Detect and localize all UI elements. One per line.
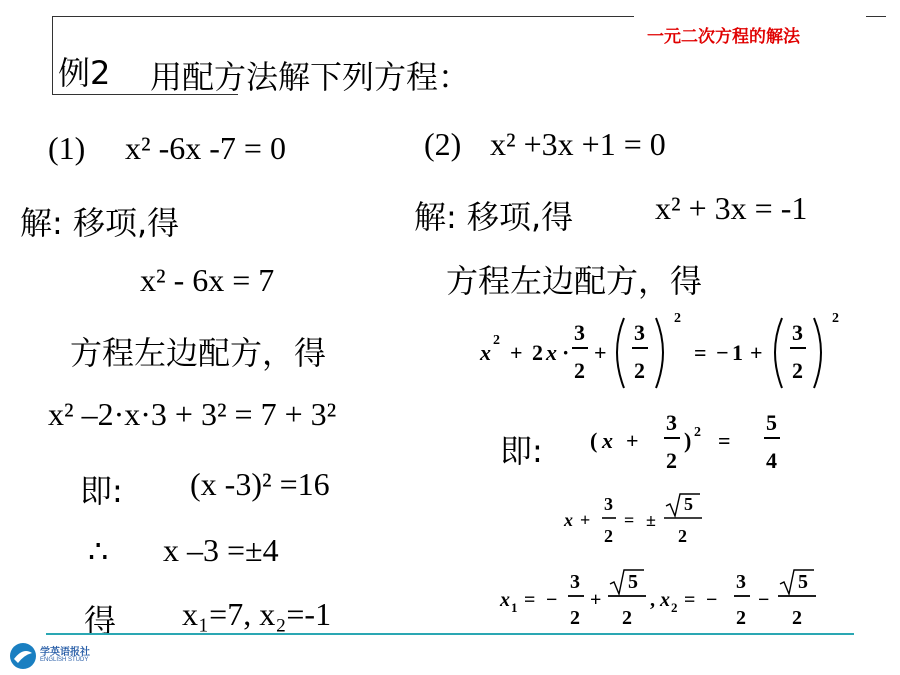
publisher-logo xyxy=(8,641,104,671)
svg-text:+: + xyxy=(590,589,602,611)
svg-text:(: ( xyxy=(590,428,598,453)
right-step1-equation: x² + 3x = -1 xyxy=(655,190,808,226)
example-label: 例2 xyxy=(58,54,111,92)
svg-text:3: 3 xyxy=(634,320,645,345)
svg-text:2: 2 xyxy=(634,358,645,383)
svg-text:−: − xyxy=(716,340,729,365)
left-equation: x² -6x -7 = 0 xyxy=(125,130,286,166)
svg-text:3: 3 xyxy=(570,571,580,593)
svg-text:±: ± xyxy=(646,510,656,530)
svg-text:=: = xyxy=(694,340,707,365)
svg-text:=: = xyxy=(624,510,635,530)
svg-text:=: = xyxy=(684,589,696,611)
svg-text:2: 2 xyxy=(694,425,701,440)
svg-text:): ) xyxy=(684,428,692,453)
right-step2-text: 方程左边配方，得 xyxy=(446,262,703,300)
svg-text:5: 5 xyxy=(628,571,638,593)
svg-text:2: 2 xyxy=(493,333,500,348)
header-rule-right xyxy=(866,16,886,17)
svg-text:3: 3 xyxy=(574,320,585,345)
svg-text:2: 2 xyxy=(604,526,613,546)
svg-text:x: x xyxy=(546,340,557,365)
example-box-left xyxy=(52,16,53,94)
left-step3-equation: (x -3)² =16 xyxy=(190,466,330,502)
therefore-symbol: ∴ xyxy=(88,533,109,569)
svg-text:2: 2 xyxy=(570,607,580,629)
svg-text:2: 2 xyxy=(736,607,746,629)
left-step2-text: 方程左边配方，得 xyxy=(70,334,327,372)
svg-text:−: − xyxy=(546,589,558,611)
topic-tag: 一元二次方程的解法 xyxy=(647,27,800,47)
svg-text:=: = xyxy=(524,589,536,611)
svg-text:+: + xyxy=(626,428,639,453)
svg-text:2: 2 xyxy=(532,340,543,365)
svg-text:3: 3 xyxy=(792,320,803,345)
svg-text:x: x xyxy=(602,428,613,453)
svg-text:2: 2 xyxy=(574,358,585,383)
svg-text:·: · xyxy=(562,340,570,365)
svg-text:,: , xyxy=(650,589,655,611)
svg-text:2: 2 xyxy=(832,311,839,326)
svg-text:5: 5 xyxy=(684,494,693,514)
svg-text:2: 2 xyxy=(678,526,687,546)
right-equation: x² +3x +1 = 0 xyxy=(490,126,666,162)
right-completing-square-formula xyxy=(476,304,876,400)
svg-text:1: 1 xyxy=(511,600,518,615)
right-step3-label: 即: xyxy=(500,432,543,470)
svg-text:+: + xyxy=(510,340,523,365)
logo-text: 学英语报社 xyxy=(40,647,90,658)
left-step3-label: 即: xyxy=(80,472,123,510)
left-solution: x₁=7, x₂=-1 xyxy=(182,596,332,632)
svg-text:=: = xyxy=(718,428,731,453)
svg-text:x: x xyxy=(500,589,510,611)
svg-text:−: − xyxy=(706,589,718,611)
svg-text:2: 2 xyxy=(674,311,681,326)
right-step1-text: 解: 移项,得 xyxy=(414,198,574,236)
right-square-form xyxy=(586,406,806,482)
header-rule xyxy=(52,16,634,17)
svg-text:−: − xyxy=(758,589,770,611)
left-step5-label: 得 xyxy=(84,602,117,640)
right-problem-number: (2) xyxy=(424,126,462,162)
logo-emblem-icon xyxy=(8,641,38,671)
svg-text:x: x xyxy=(660,589,670,611)
example-title: 用配方法解下列方程： xyxy=(150,58,471,96)
svg-text:2: 2 xyxy=(671,600,678,615)
right-root-step xyxy=(560,488,720,558)
left-problem-number: (1) xyxy=(48,130,86,166)
svg-text:+: + xyxy=(750,340,763,365)
logo-subtext: ENGLISH STUDY xyxy=(40,657,89,663)
left-step1-equation: x² - 6x = 7 xyxy=(140,262,275,298)
svg-text:+: + xyxy=(594,340,607,365)
left-step4-equation: x –3 =±4 xyxy=(163,532,279,568)
svg-text:x: x xyxy=(480,340,491,365)
svg-text:4: 4 xyxy=(766,448,777,473)
svg-text:1: 1 xyxy=(732,340,743,365)
svg-text:x: x xyxy=(564,510,573,530)
svg-text:2: 2 xyxy=(666,448,677,473)
svg-text:5: 5 xyxy=(798,571,808,593)
svg-text:5: 5 xyxy=(766,410,777,435)
svg-text:2: 2 xyxy=(792,358,803,383)
right-solution xyxy=(496,562,826,634)
left-step1-text: 解: 移项,得 xyxy=(20,204,180,242)
footer-rule xyxy=(46,633,854,635)
svg-text:3: 3 xyxy=(736,571,746,593)
left-step2-equation: x² –2·x·3 + 3² = 7 + 3² xyxy=(48,396,337,432)
svg-text:2: 2 xyxy=(622,607,632,629)
svg-text:2: 2 xyxy=(792,607,802,629)
svg-text:3: 3 xyxy=(604,494,613,514)
svg-text:+: + xyxy=(580,510,591,530)
svg-text:3: 3 xyxy=(666,410,677,435)
